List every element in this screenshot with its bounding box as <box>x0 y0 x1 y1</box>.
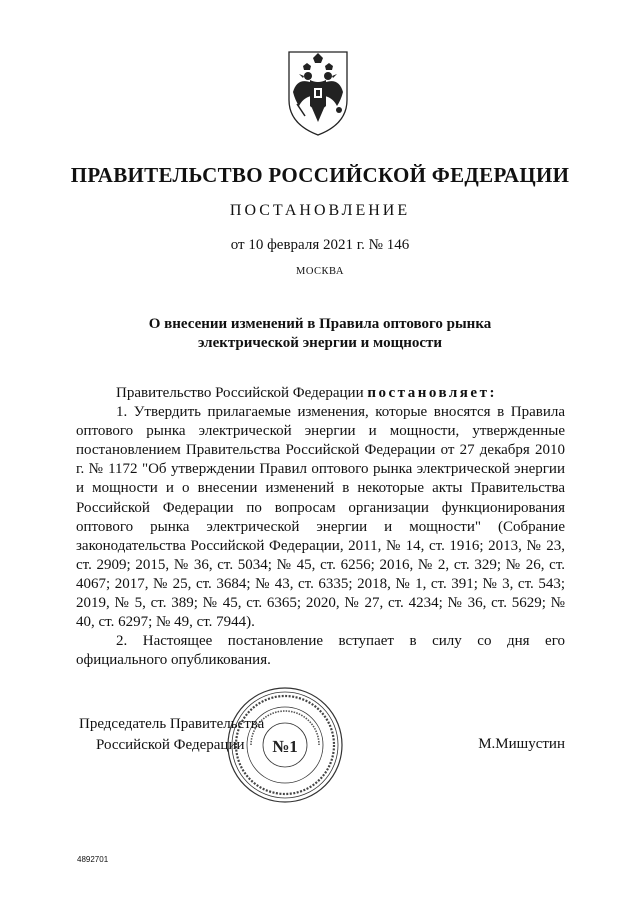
signatory-position <box>79 714 264 756</box>
signatory-position-line-1: Председатель Правительства <box>79 716 265 732</box>
paragraph-2: 2. Настоящее постановление вступает в силу со дня его официального опубликования. <box>76 633 565 669</box>
document-subject <box>0 315 640 353</box>
document-date-number: от 10 февраля 2021 г. № 146 <box>230 237 410 253</box>
seal-number: №1 <box>272 737 298 756</box>
subject-line-1: О внесении изменений в Правила оптового рынка <box>148 316 492 332</box>
city-name: МОСКВА <box>296 266 344 277</box>
enacting-clause-prefix: Правительство Российской Федерации <box>116 385 368 401</box>
subject-line-2: электрической энергии и мощности <box>197 335 443 351</box>
document-type: ПОСТАНОВЛЕНИЕ <box>229 202 411 219</box>
document-body <box>76 384 565 670</box>
document-registration-number: 4892701 <box>77 855 109 864</box>
paragraph-1: 1. Утвердить прилагаемые изменения, которые вносятся в Правила оптового рынка электрической энергии и мощности, утвержденные постановлением Правительства Российской Федерации от 27 декабря 2010 г. № 1172 "Об утверждении Правил оптового рынка электрической энергии и мощности и о внесении изменений в некоторые акты Правительства Российской Федерации по вопросам организации функционирования оптового рынка электрической энергии и мощности" (Собрание законодательства Российской Федерации, 2011, № 14, ст. 1916; 2013, № 23, ст. 2909; 2015, № 36, ст. 5034; № 45, ст. 6256; 2016, № 2, ст. 329; № 26, ст. 4067; 2017, № 25, ст. 3684; № 43, ст. 6335; 2018, № 1, ст. 391; № 3, ст. 543; 2019, № 5, ст. 389; № 45, ст. 6365; 2020, № 27, ст. 4234; № 36, ст. 5629; № 40, ст. 6297; № 49, ст. 7944). <box>76 404 565 631</box>
enacting-clause-verb: постановляет: <box>367 385 497 401</box>
government-title: ПРАВИТЕЛЬСТВО РОССИЙСКОЙ ФЕДЕРАЦИИ <box>70 163 570 187</box>
enacting-clause <box>76 384 565 403</box>
signatory-position-line-2: Российской Федерации <box>96 737 245 753</box>
russian-coat-of-arms-icon <box>283 48 353 138</box>
signatory-name: М.Мишустин <box>478 736 565 752</box>
